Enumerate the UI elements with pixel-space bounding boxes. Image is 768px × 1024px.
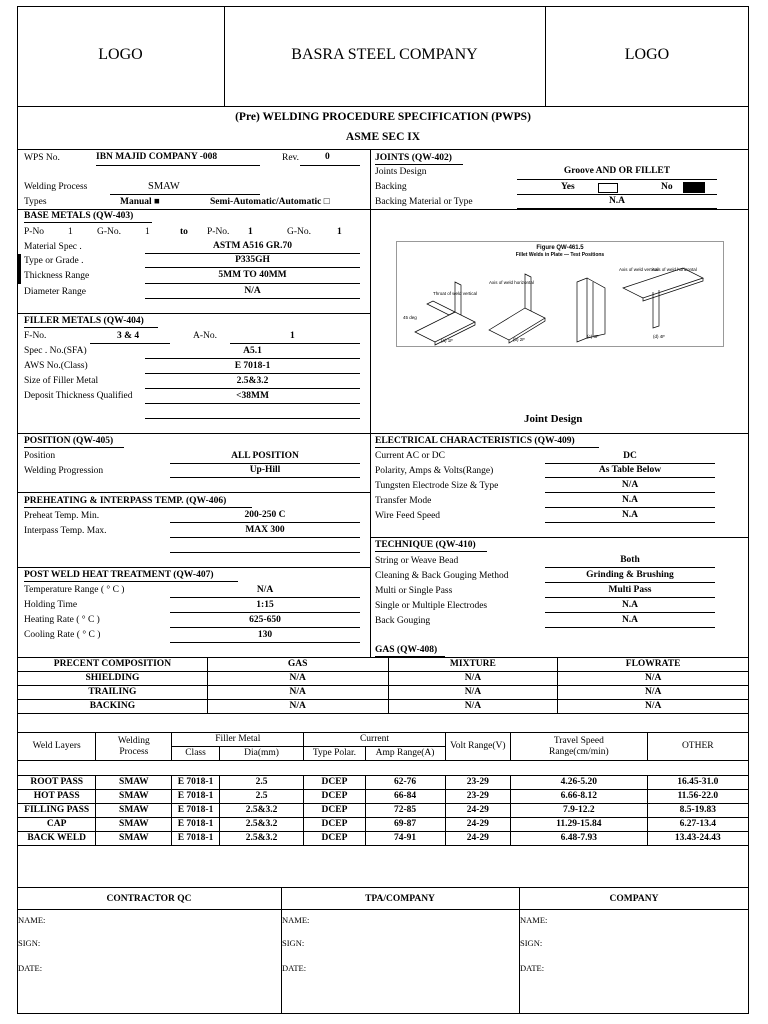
table-cell: 72-85	[365, 804, 445, 818]
electrical-heading: ELECTRICAL CHARACTERISTICS (QW-409)	[375, 436, 575, 446]
field-line	[545, 597, 715, 598]
semi-automatic-checkbox: Semi-Automatic/Automatic □	[210, 197, 330, 207]
figure-label-axis-horizontal: Axis of weld horizontal	[489, 280, 534, 285]
gas-row-label: BACKING	[18, 700, 208, 714]
field-line	[145, 358, 360, 359]
thickness-range-value: 5MM TO 40MM	[218, 270, 287, 280]
divider	[370, 209, 749, 210]
heading-underline	[375, 551, 487, 552]
preheat-heading: PREHEATING & INTERPASS TEMP. (QW-406)	[24, 496, 227, 506]
document-standard: ASME SEC IX	[345, 131, 421, 143]
col-travel-speed: Travel Speed Range(cm/min)	[511, 733, 647, 761]
weld-parameters-table	[17, 732, 749, 846]
field-line	[170, 552, 360, 553]
field-line	[517, 194, 717, 195]
field-line	[170, 627, 360, 628]
wire-feed-label: Wire Feed Speed	[375, 511, 441, 521]
col-volt-range: Volt Range(V)	[445, 733, 511, 761]
p-no-label: P-No	[24, 227, 45, 237]
heating-rate-value: 625-650	[249, 615, 281, 625]
backing-material-label: Backing Material or Type	[375, 197, 473, 207]
back-gouging-value: N.A	[621, 615, 639, 625]
g-no-value: 1	[145, 227, 150, 237]
gas-row-label: SHIELDING	[18, 672, 208, 686]
table-cell: 74-91	[365, 832, 445, 846]
heading-underline	[24, 222, 152, 223]
a-no-value: 1	[290, 331, 295, 341]
field-line	[170, 537, 360, 538]
g-no-2-value: 1	[337, 227, 342, 237]
pwht-temp-label: Temperature Range ( ° C )	[24, 585, 125, 595]
filler-size-label: Size of Filler Metal	[24, 376, 99, 386]
electrodes-label: Single or Multiple Electrodes	[375, 601, 488, 611]
table-cell: 6.66-8.12	[511, 790, 647, 804]
table-cell: SMAW	[96, 790, 172, 804]
backing-material-value: N.A	[608, 196, 626, 206]
table-cell: 6.48-7.93	[511, 832, 647, 846]
polarity-label: Polarity, Amps & Volts(Range)	[375, 466, 494, 476]
table-cell: 2.5&3.2	[219, 818, 304, 832]
divider	[17, 106, 749, 107]
material-spec-value: ASTM A516 GR.70	[213, 241, 292, 251]
figure-label-axis-vertical: Axis of weld vertical	[619, 267, 659, 272]
field-line	[145, 373, 360, 374]
thickness-range-label: Thickness Range	[24, 271, 90, 281]
p-no-2-label: P-No.	[207, 227, 230, 237]
contractor-date-field[interactable]: DATE:	[18, 963, 43, 973]
bead-value: Both	[620, 555, 640, 565]
joint-figure	[396, 241, 724, 347]
table-row	[18, 776, 749, 790]
current-type-label: Current AC or DC	[375, 451, 445, 461]
field-line	[170, 522, 360, 523]
field-line	[300, 165, 360, 166]
company-date-field[interactable]: DATE:	[520, 963, 545, 973]
table-cell: N/A	[207, 700, 388, 714]
table-cell: N/A	[558, 686, 749, 700]
table-cell: SMAW	[96, 804, 172, 818]
transfer-mode-label: Transfer Mode	[375, 496, 432, 506]
divider	[17, 149, 749, 150]
backing-yes-checkbox[interactable]	[598, 183, 618, 193]
heading-underline	[375, 164, 463, 165]
welding-progression-value: Up-Hill	[249, 465, 281, 475]
f-no-label: F-No.	[24, 331, 47, 341]
company-name-field[interactable]: NAME:	[520, 915, 548, 925]
field-line	[545, 463, 715, 464]
table-cell: 66-84	[365, 790, 445, 804]
type-grade-label: Type or Grade .	[24, 256, 84, 266]
table-cell: SMAW	[96, 818, 172, 832]
p-no-value: 1	[68, 227, 73, 237]
cleaning-method-label: Cleaning & Back Gouging Method	[375, 571, 509, 581]
col-type-polar: Type Polar.	[304, 747, 365, 761]
field-line	[545, 612, 715, 613]
base-metals-heading: BASE METALS (QW-403)	[24, 211, 134, 221]
tungsten-label: Tungsten Electrode Size & Type	[375, 481, 499, 491]
interpass-max-value: MAX 300	[245, 525, 285, 535]
table-cell: 11.56-22.0	[647, 790, 748, 804]
figure-title: Figure QW-461.5	[536, 245, 584, 251]
table-cell: E 7018-1	[172, 832, 219, 846]
diameter-range-value: N/A	[244, 286, 261, 296]
cooling-rate-label: Cooling Rate ( ° C )	[24, 630, 101, 640]
divider	[17, 433, 749, 434]
sfa-label: Spec . No.(SFA)	[24, 346, 87, 356]
document-title: (Pre) WELDING PROCEDURE SPECIFICATION (PWPS)	[235, 111, 531, 123]
transfer-mode-value: N.A	[621, 495, 639, 505]
bead-label: String or Weave Bead	[375, 556, 459, 566]
table-cell: N/A	[207, 686, 388, 700]
field-line	[145, 283, 360, 284]
table-cell: N/A	[207, 672, 388, 686]
table-cell: DCEP	[304, 790, 365, 804]
pwht-heading: POST WELD HEAT TREATMENT (QW-407)	[24, 570, 214, 580]
contractor-name-field[interactable]: NAME:	[18, 915, 46, 925]
fillet-weld-positions-drawing	[397, 242, 723, 346]
field-line	[545, 477, 715, 478]
to-label: to	[180, 227, 188, 237]
welding-process-label: Welding Process	[24, 182, 88, 192]
figure-subtitle: Fillet Welds in Plate — Test Positions	[515, 252, 605, 258]
polarity-value: As Table Below	[598, 465, 662, 475]
table-cell: 4.26-5.20	[511, 776, 647, 790]
pass-type-value: Multi Pass	[608, 585, 652, 595]
heading-underline	[24, 581, 238, 582]
wps-no-value: IBN MAJID COMPANY -008	[96, 152, 218, 162]
table-row	[18, 818, 749, 832]
tpa-date-field[interactable]: DATE:	[282, 963, 307, 973]
wps-no-label: WPS No.	[24, 153, 60, 163]
table-cell: 2.5&3.2	[219, 804, 304, 818]
technique-heading: TECHNIQUE (QW-410)	[375, 540, 476, 550]
table-cell: HOT PASS	[18, 790, 96, 804]
sfa-value: A5.1	[243, 346, 262, 356]
joint-design-caption: Joint Design	[524, 413, 583, 425]
pwht-temp-value: N/A	[256, 585, 274, 595]
company-heading: COMPANY	[609, 894, 659, 904]
field-line	[110, 194, 260, 195]
heading-underline	[375, 447, 599, 448]
manual-checkbox: Manual ■	[120, 197, 160, 207]
table-cell: DCEP	[304, 832, 365, 846]
figure-label-4f: (d) 4F	[653, 334, 666, 339]
field-line	[545, 507, 715, 508]
divider	[17, 313, 370, 314]
table-cell: 8.5-19.83	[647, 804, 748, 818]
field-line	[145, 298, 360, 299]
table-cell: 24-29	[445, 804, 511, 818]
divider	[17, 567, 370, 568]
preheat-min-value: 200-250 C	[244, 510, 286, 520]
divider	[519, 887, 520, 1014]
joints-design-value: Groove AND OR FILLET	[563, 166, 671, 176]
backing-no-label: No	[661, 182, 673, 192]
table-cell: 2.5&3.2	[219, 832, 304, 846]
cleaning-method-value: Grinding & Brushing	[586, 570, 674, 580]
field-line	[545, 627, 715, 628]
joints-design-label: Joints Design	[375, 167, 427, 177]
table-cell: N/A	[388, 686, 558, 700]
deposit-thickness-label: Deposit Thickness Qualified	[24, 391, 133, 401]
welding-process-value: SMAW	[148, 181, 180, 192]
table-row	[18, 672, 749, 686]
table-cell: ROOT PASS	[18, 776, 96, 790]
table-row	[18, 790, 749, 804]
table-cell: 11.29-15.84	[511, 818, 647, 832]
table-cell: E 7018-1	[172, 804, 219, 818]
figure-label-45deg: 45 deg	[403, 315, 417, 320]
field-line	[145, 403, 360, 404]
heading-underline	[24, 447, 124, 448]
table-cell: SMAW	[96, 776, 172, 790]
tungsten-value: N/A	[621, 480, 639, 490]
field-line	[545, 492, 715, 493]
company-sign-field[interactable]: SIGN:	[520, 938, 543, 948]
position-label: Position	[24, 451, 56, 461]
divider	[370, 149, 371, 658]
contractor-qc-heading: CONTRACTOR QC	[106, 894, 192, 904]
field-line	[170, 477, 360, 478]
table-cell: 6.27-13.4	[647, 818, 748, 832]
table-row	[18, 804, 749, 818]
holding-time-value: 1:15	[256, 600, 274, 610]
material-spec-label: Material Spec .	[24, 242, 82, 252]
backing-no-checkbox[interactable]	[683, 182, 705, 193]
spacer	[18, 761, 749, 776]
table-cell: SMAW	[96, 832, 172, 846]
field-line	[170, 597, 360, 598]
col-class: Class	[172, 747, 219, 761]
table-cell: 23-29	[445, 776, 511, 790]
table-cell: 62-76	[365, 776, 445, 790]
field-line	[90, 343, 170, 344]
figure-label-axis-horizontal-2: Axis of weld horizontal	[652, 267, 697, 272]
heading-underline	[24, 327, 158, 328]
gas-col-composition: PRECENT COMPOSITION	[18, 658, 208, 672]
table-row	[18, 832, 749, 846]
table-cell: 2.5	[219, 790, 304, 804]
table-cell: DCEP	[304, 804, 365, 818]
gas-row-label: TRAILING	[18, 686, 208, 700]
field-line	[170, 642, 360, 643]
joints-heading: JOINTS (QW-402)	[375, 153, 452, 163]
backing-yes-label: Yes	[561, 182, 575, 192]
table-cell: CAP	[18, 818, 96, 832]
heating-rate-label: Heating Rate ( ° C )	[24, 615, 100, 625]
backing-label: Backing	[375, 182, 407, 192]
table-cell: N/A	[558, 672, 749, 686]
figure-label-3f: (c) 3F	[587, 334, 599, 339]
col-weld-layers: Weld Layers	[18, 733, 96, 761]
welding-progression-label: Welding Progression	[24, 466, 104, 476]
margin-marker	[17, 254, 21, 284]
electrodes-value: N.A	[621, 600, 639, 610]
divider	[17, 492, 370, 493]
divider	[17, 909, 749, 910]
back-gouging-label: Back Gouging	[375, 616, 431, 626]
heading-underline	[24, 507, 252, 508]
p-no-2-value: 1	[248, 227, 253, 237]
col-filler-metal: Filler Metal	[172, 733, 304, 747]
field-line	[517, 179, 717, 180]
table-cell: DCEP	[304, 776, 365, 790]
pass-type-label: Multi or Single Pass	[375, 586, 453, 596]
f-no-value: 3 & 4	[117, 331, 140, 341]
col-amp-range: Amp Range(A)	[365, 747, 445, 761]
tpa-sign-field[interactable]: SIGN:	[282, 938, 305, 948]
table-cell: E 7018-1	[172, 776, 219, 790]
tpa-name-field[interactable]: NAME:	[282, 915, 310, 925]
aws-label: AWS No.(Class)	[24, 361, 88, 371]
divider	[17, 209, 370, 210]
g-no-2-label: G-No.	[287, 227, 312, 237]
type-grade-value: P335GH	[235, 255, 270, 265]
table-cell: DCEP	[304, 818, 365, 832]
logo-right: LOGO	[624, 46, 670, 63]
gas-col-mixture: MIXTURE	[388, 658, 558, 672]
col-welding-process: Welding Process	[96, 733, 172, 761]
interpass-max-label: Interpass Temp. Max.	[24, 526, 107, 536]
table-cell: 7.9-12.2	[511, 804, 647, 818]
table-row	[18, 700, 749, 714]
deposit-thickness-value: <38MM	[236, 391, 269, 401]
holding-time-label: Holding Time	[24, 600, 78, 610]
current-type-value: DC	[623, 451, 637, 461]
table-cell: 23-29	[445, 790, 511, 804]
position-heading: POSITION (QW-405)	[24, 436, 114, 446]
table-cell: N/A	[558, 700, 749, 714]
table-cell: N/A	[388, 672, 558, 686]
divider	[281, 887, 282, 1014]
table-cell: 24-29	[445, 818, 511, 832]
cooling-rate-value: 130	[257, 630, 273, 640]
logo-left: LOGO	[98, 46, 143, 63]
gas-heading: GAS (QW-408)	[375, 645, 438, 655]
table-cell: E 7018-1	[172, 818, 219, 832]
table-cell: FILLING PASS	[18, 804, 96, 818]
figure-label-2f: (b) 2F	[513, 337, 526, 342]
field-line	[545, 582, 715, 583]
field-line	[545, 522, 715, 523]
col-dia: Dia(mm)	[219, 747, 304, 761]
position-value: ALL POSITION	[231, 451, 299, 461]
field-line	[145, 253, 360, 254]
wire-feed-value: N.A	[621, 510, 639, 520]
table-cell: 2.5	[219, 776, 304, 790]
field-line	[545, 567, 715, 568]
table-cell: N/A	[388, 700, 558, 714]
a-no-label: A-No.	[193, 331, 218, 341]
filler-metals-heading: FILLER METALS (QW-404)	[24, 316, 144, 326]
tpa-company-heading: TPA/COMPANY	[365, 894, 435, 904]
table-cell: 69-87	[365, 818, 445, 832]
rev-label: Rev.	[282, 153, 300, 163]
g-no-label: G-No.	[97, 227, 122, 237]
field-line	[170, 463, 360, 464]
figure-label-throat: Throat of weld vertical	[433, 291, 478, 296]
company-name: BASRA STEEL COMPANY	[291, 46, 478, 63]
table-cell: 24-29	[445, 832, 511, 846]
rev-value: 0	[325, 152, 330, 162]
filler-size-value: 2.5&3.2	[236, 376, 269, 386]
field-line	[145, 388, 360, 389]
divider	[17, 887, 749, 888]
table-cell: 13.43-24.43	[647, 832, 748, 846]
figure-label-1f: (a) 1F	[441, 338, 454, 343]
aws-value: E 7018-1	[234, 361, 271, 371]
field-line	[96, 165, 260, 166]
table-cell: BACK WELD	[18, 832, 96, 846]
divider	[370, 537, 749, 538]
table-row	[18, 686, 749, 700]
field-line	[145, 267, 360, 268]
col-current: Current	[304, 733, 445, 747]
field-line	[170, 612, 360, 613]
types-label: Types	[24, 197, 47, 207]
field-line	[230, 343, 360, 344]
diameter-range-label: Diameter Range	[24, 287, 86, 297]
gas-col-flowrate: FLOWRATE	[558, 658, 749, 672]
contractor-sign-field[interactable]: SIGN:	[18, 938, 41, 948]
gas-table	[17, 657, 749, 714]
gas-col-gas: GAS	[207, 658, 388, 672]
col-other: OTHER	[647, 733, 748, 761]
field-line	[145, 418, 360, 419]
table-cell: 16.45-31.0	[647, 776, 748, 790]
table-cell: E 7018-1	[172, 790, 219, 804]
preheat-min-label: Preheat Temp. Min.	[24, 511, 100, 521]
